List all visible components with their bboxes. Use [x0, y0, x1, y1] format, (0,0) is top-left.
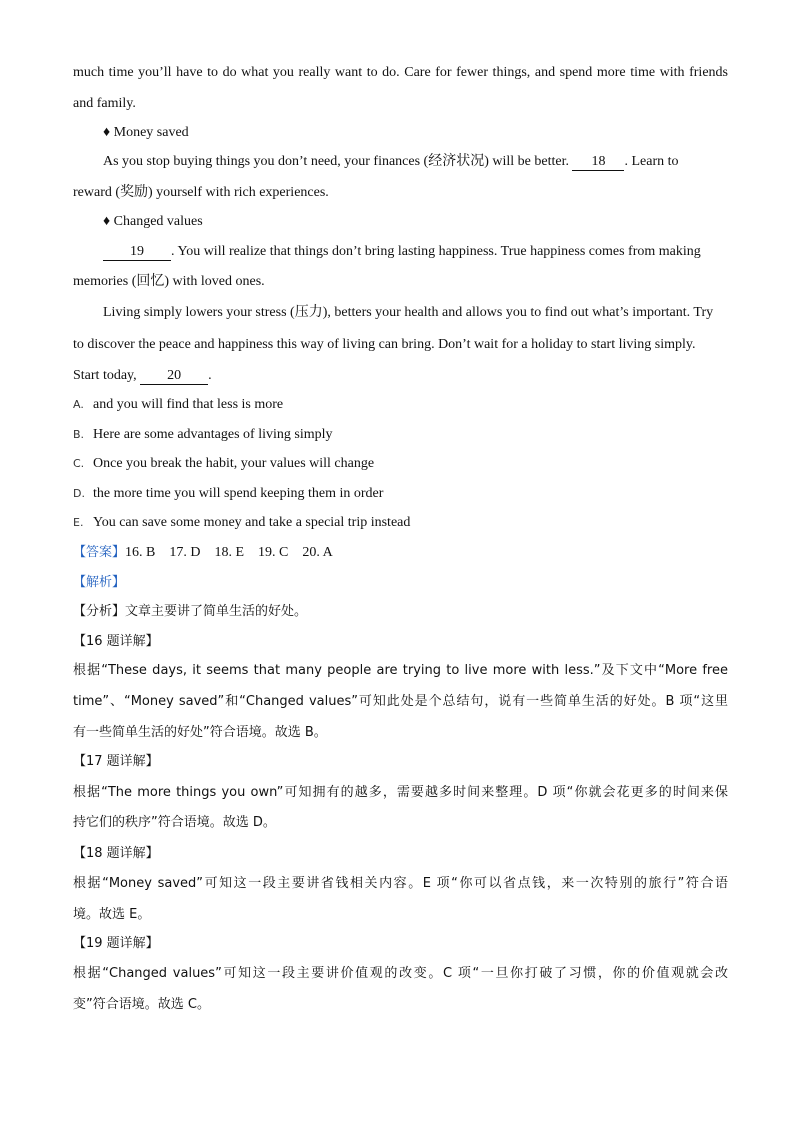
passage-line — [103, 243, 701, 261]
passage-text: . You will realize that things don’t bring lasting happiness. True happiness comes from making — [171, 244, 701, 259]
blank-19: 19 — [103, 244, 171, 261]
q19-line: 根据“Changed values”可知这一段主要讲价值观的改变。C 项“一旦你打破了习惯，你的价值观就会改 — [73, 966, 728, 981]
option-letter: E. — [73, 516, 84, 529]
q19-title: 【19 题详解】 — [73, 936, 159, 951]
passage-line: Living simply lowers your stress (压力), betters your health and allows you to find out what’s important. Try — [103, 305, 714, 320]
q17-line: 根据“The more things you own”可知拥有的越多，需要越多时间来整理。D 项“你就会花更多的时间来保 — [73, 785, 728, 800]
q19-line: 变”符合语境。故选 C。 — [73, 997, 210, 1012]
q16-title: 【16 题详解】 — [73, 634, 159, 649]
q18-line: 境。故选 E。 — [73, 907, 151, 922]
section-heading-changed-values: ♦ Changed values — [103, 214, 203, 229]
answer-line — [73, 544, 333, 562]
blank-18: 18 — [572, 154, 624, 171]
option-text: the more time you will spend keeping them in order — [93, 486, 384, 501]
option-letter: C. — [73, 457, 85, 470]
passage-line: much time you’ll have to do what you really want to do. Care for fewer things, and spend more time with friends — [73, 65, 728, 80]
option-text: Once you break the habit, your values will change — [93, 456, 375, 471]
q16-line: time”、“Money saved”和“Changed values”可知此处是个总结句，说有一些简单生活的好处。B 项“这里 — [73, 694, 728, 709]
answer-tag: 【答案】 — [73, 545, 126, 560]
passage-text: . Learn to — [624, 154, 679, 169]
q17-title: 【17 题详解】 — [73, 754, 159, 769]
option-letter: D. — [73, 487, 85, 500]
option-item — [73, 426, 332, 444]
option-item — [73, 514, 410, 532]
option-text: You can save some money and take a special trip instead — [93, 515, 411, 530]
passage-text: As you stop buying things you don’t need, your finances (经济状况) will be better. — [103, 154, 569, 169]
passage-line: and family. — [73, 96, 136, 111]
q16-line: 有一些简单生活的好处”符合语境。故选 B。 — [73, 725, 327, 740]
option-item — [73, 455, 374, 473]
passage-line — [73, 367, 212, 385]
section-heading-money-saved: ♦ Money saved — [103, 125, 189, 140]
analysis-summary: 【分析】文章主要讲了简单生活的好处。 — [73, 604, 308, 619]
option-item — [73, 396, 283, 414]
blank-20: 20 — [140, 368, 208, 385]
option-text: and you will find that less is more — [93, 397, 284, 412]
q18-title: 【18 题详解】 — [73, 846, 159, 861]
passage-text: Start today, — [73, 368, 137, 383]
option-item — [73, 485, 383, 503]
option-letter: B. — [73, 428, 85, 441]
passage-line: memories (回忆) with loved ones. — [73, 274, 265, 289]
answer-text: 16. B 17. D 18. E 19. C 20. A — [125, 545, 333, 560]
q17-line: 持它们的秩序”符合语境。故选 D。 — [73, 815, 276, 830]
option-letter: A. — [73, 398, 84, 411]
passage-text: . — [208, 368, 212, 383]
passage-line — [103, 153, 679, 171]
passage-line: to discover the peace and happiness this way of living can bring. Don’t wait for a holiday to start living simply. — [73, 337, 696, 352]
q16-line: 根据“These days, it seems that many people are trying to live more with less.”及下文中“More free — [73, 663, 728, 678]
passage-line: reward (奖励) yourself with rich experiences. — [73, 185, 329, 200]
q18-line: 根据“Money saved”可知这一段主要讲省钱相关内容。E 项“你可以省点钱，来一次特别的旅行”符合语 — [73, 876, 728, 891]
option-text: Here are some advantages of living simply — [93, 427, 333, 442]
analysis-tag: 【解析】 — [73, 575, 126, 590]
